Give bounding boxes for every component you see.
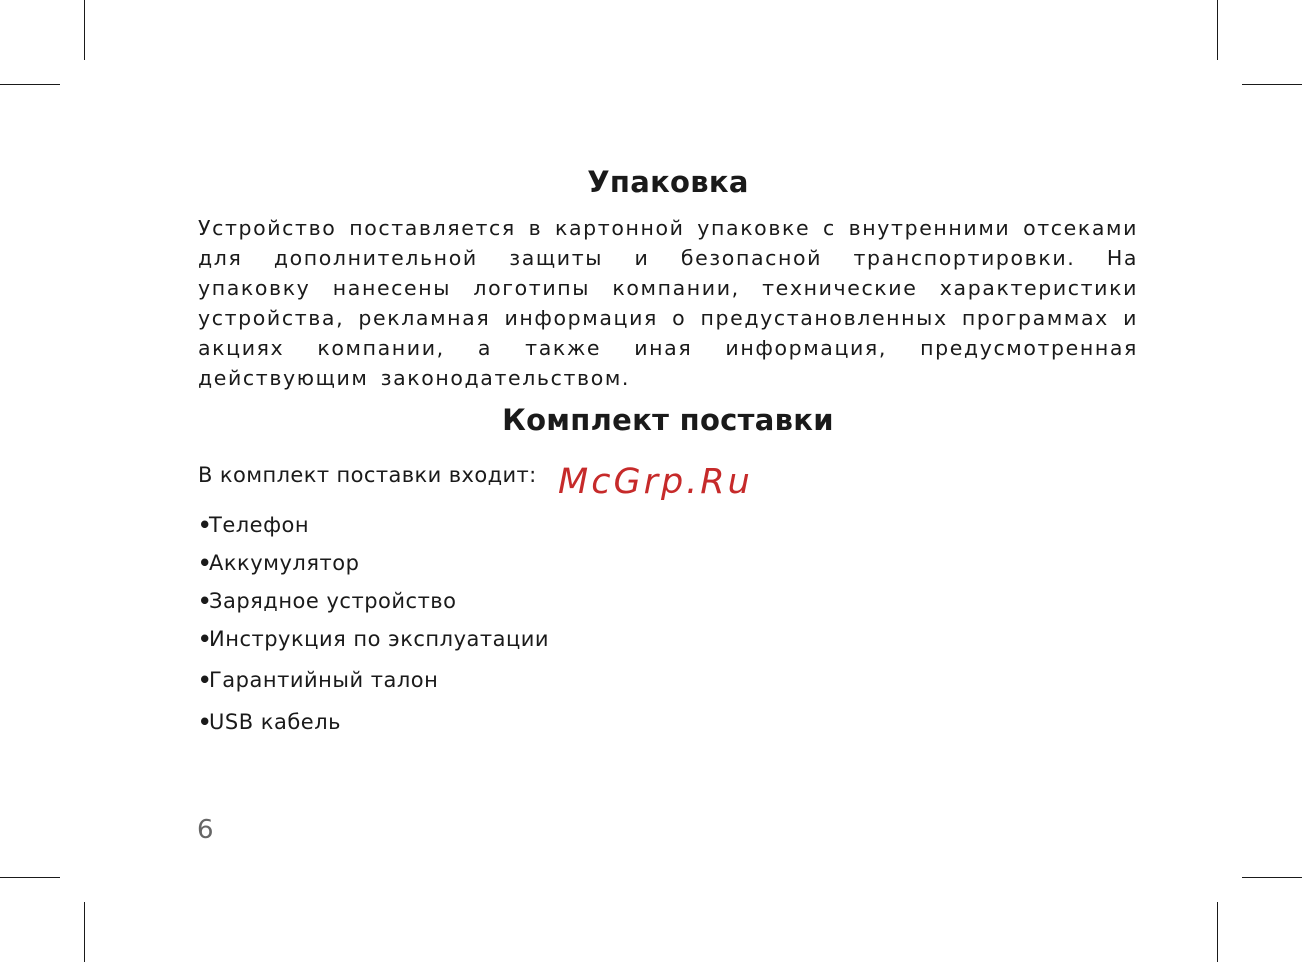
packaging-paragraph: Устройство поставляется в картонной упаковке с внутренними отсеками для дополнительной защиты и безопасной транспортировки. На упаковку нанесены логотипы компании, технические характеристики устройства, рекламная информация о предустановленных программах и акциях компании, а также иная информация, предусмотренная действующим законодательством. <box>198 216 1138 390</box>
page-number: 6 <box>197 815 214 845</box>
section-title-packaging: Упаковка <box>587 165 749 199</box>
package-contents-list <box>198 513 1138 748</box>
list-item-label: Гарантийный талон <box>209 668 439 692</box>
page-content <box>198 165 1138 748</box>
crop-mark-top-right-vertical <box>1217 0 1218 60</box>
crop-mark-top-left-horizontal <box>0 84 60 85</box>
list-item <box>198 668 1138 710</box>
crop-mark-bottom-left-vertical <box>84 902 85 962</box>
list-item-label: USB кабель <box>209 710 342 734</box>
list-item <box>198 627 1138 668</box>
bullet-icon: • <box>198 668 212 692</box>
list-item <box>198 551 1138 589</box>
list-item-label: Зарядное устройство <box>209 589 457 613</box>
watermark: McGrp.Ru <box>558 462 753 502</box>
crop-mark-top-right-horizontal <box>1242 84 1302 85</box>
bullet-icon: • <box>198 513 212 537</box>
bullet-icon: • <box>198 551 212 575</box>
list-item-label: Инструкция по эксплуатации <box>209 627 550 651</box>
package-contents-intro: В комплект поставки входит: <box>198 463 537 487</box>
list-item-label: Телефон <box>209 513 310 537</box>
crop-mark-bottom-right-horizontal <box>1242 877 1302 878</box>
list-item <box>198 589 1138 627</box>
list-item <box>198 513 1138 551</box>
crop-mark-top-left-vertical <box>84 0 85 60</box>
list-item <box>198 710 1138 748</box>
list-item-label: Аккумулятор <box>209 551 360 575</box>
bullet-icon: • <box>198 710 212 734</box>
section-title-package-contents: Комплект поставки <box>502 403 834 437</box>
crop-mark-bottom-left-horizontal <box>0 877 60 878</box>
bullet-icon: • <box>198 627 212 651</box>
crop-mark-bottom-right-vertical <box>1217 902 1218 962</box>
bullet-icon: • <box>198 589 212 613</box>
